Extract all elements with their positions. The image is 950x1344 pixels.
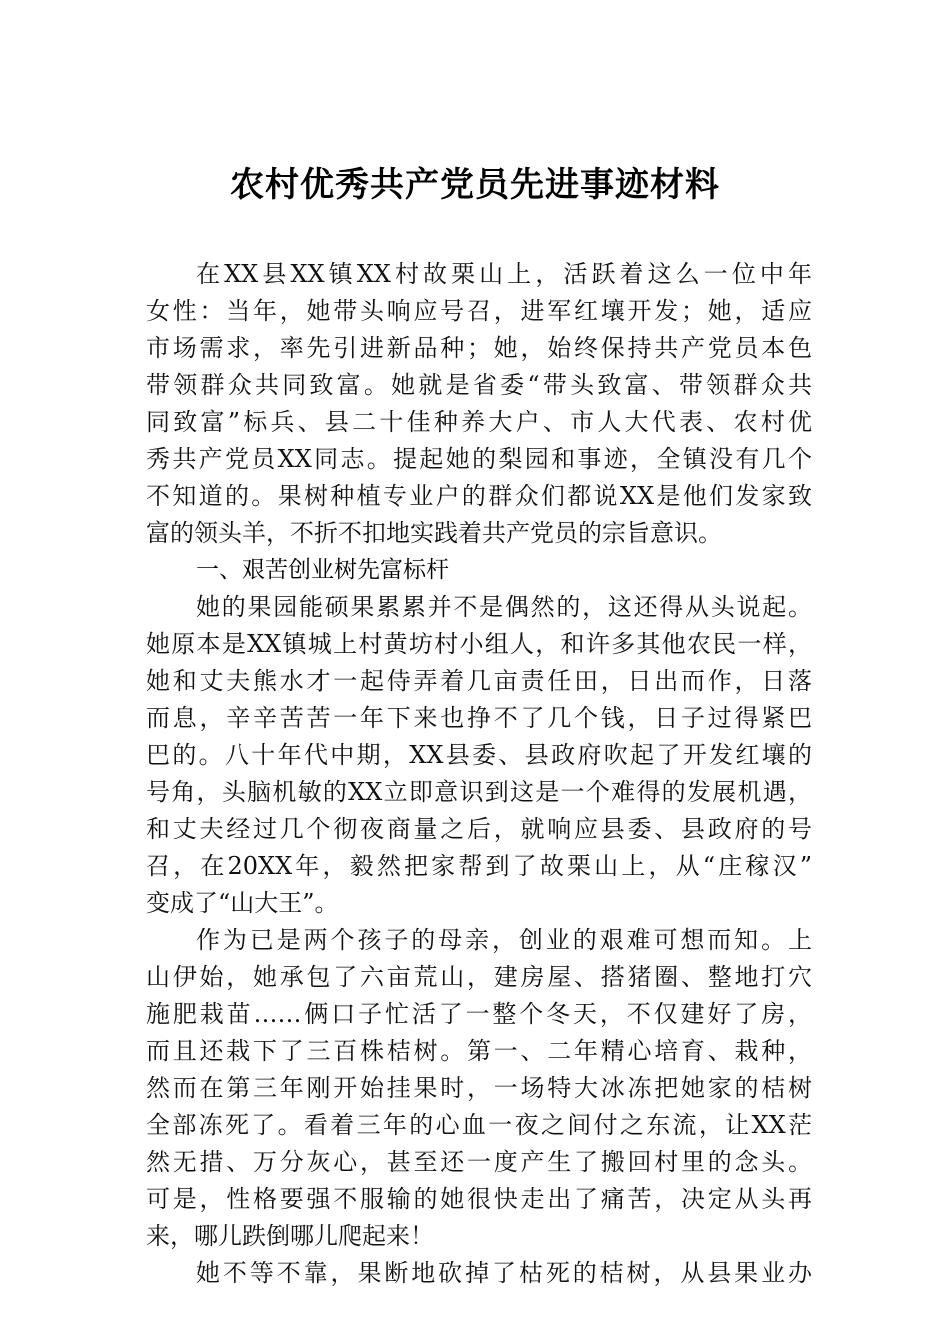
paragraph-1-line-3: 市场需求，率先引进新品种；她，始终保持共产党员本色 (146, 334, 812, 362)
document-body (146, 256, 812, 1292)
paragraph-2-line-6: 号角，头脑机敏的XX立即意识到这是一个难得的发展机遇， (146, 778, 812, 806)
paragraph-3-line-8: 可是，性格要强不服输的她很快走出了痛苦，决定从头再 (146, 1185, 812, 1213)
paragraph-3-line-3: 施肥栽苗……俩口子忙活了一整个冬天，不仅建好了房， (146, 1000, 812, 1028)
paragraph-2-line-3: 她和丈夫熊水才一起侍弄着几亩责任田，日出而作，日落 (146, 667, 812, 695)
paragraph-3-line-6: 全部冻死了。看着三年的心血一夜之间付之东流，让XX茫 (146, 1111, 812, 1139)
paragraph-2-line-9: 变成了“山大王”。 (146, 889, 339, 917)
paragraph-2-line-1: 她的果园能硕果累累并不是偶然的，这还得从头说起。 (196, 593, 812, 621)
paragraph-1-line-8: 富的领头羊，不折不扣地实践着共产党员的宗旨意识。 (146, 519, 722, 547)
paragraph-2-line-5: 巴的。八十年代中期，XX县委、县政府吹起了开发红壤的 (146, 741, 812, 769)
paragraph-3-line-7: 然无措、万分灰心，甚至还一度产生了搬回村里的念头。 (146, 1148, 812, 1176)
paragraph-2-line-7: 和丈夫经过几个彻夜商量之后，就响应县委、县政府的号 (146, 815, 812, 843)
document-title: 农村优秀共产党员先进事迹材料 (230, 165, 720, 205)
paragraph-1-line-6: 秀共产党员XX同志。提起她的梨园和事迹，全镇没有几个 (146, 445, 812, 473)
paragraph-3-line-5: 然而在第三年刚开始挂果时，一场特大冰冻把她家的桔树 (146, 1074, 812, 1102)
paragraph-3-line-9: 来，哪儿跌倒哪儿爬起来！ (146, 1222, 434, 1250)
paragraph-1-line-4: 带领群众共同致富。她就是省委“带头致富、带领群众共 (146, 371, 812, 399)
paragraph-3-line-2: 山伊始，她承包了六亩荒山，建房屋、搭猪圈、整地打穴 (146, 963, 812, 991)
paragraph-1-line-1: 在XX县XX镇XX村故栗山上，活跃着这么一位中年 (196, 260, 812, 288)
paragraph-2-line-2: 她原本是XX镇城上村黄坊村小组人，和许多其他农民一样， (146, 630, 812, 658)
paragraph-2-line-8: 召，在20XX年，毅然把家帮到了故栗山上，从“庄稼汉” (146, 852, 812, 880)
paragraph-1-line-2: 女性：当年，她带头响应号召，进军红壤开发；她，适应 (146, 297, 812, 325)
section-heading-1: 一、艰苦创业树先富标杆 (196, 557, 449, 583)
paragraph-1-line-5: 同致富”标兵、县二十佳种养大户、市人大代表、农村优 (146, 408, 812, 436)
paragraph-3-line-1: 作为已是两个孩子的母亲，创业的艰难可想而知。上 (196, 926, 812, 954)
paragraph-2-line-4: 而息，辛辛苦苦一年下来也挣不了几个钱，日子过得紧巴 (146, 704, 812, 732)
paragraph-1-line-7: 不知道的。果树种植专业户的群众们都说XX是他们发家致 (146, 482, 812, 510)
paragraph-3-line-4: 而且还栽下了三百株桔树。第一、二年精心培育、栽种， (146, 1037, 812, 1065)
paragraph-4-line-1: 她不等不靠，果断地砍掉了枯死的桔树，从县果业办 (196, 1259, 812, 1287)
